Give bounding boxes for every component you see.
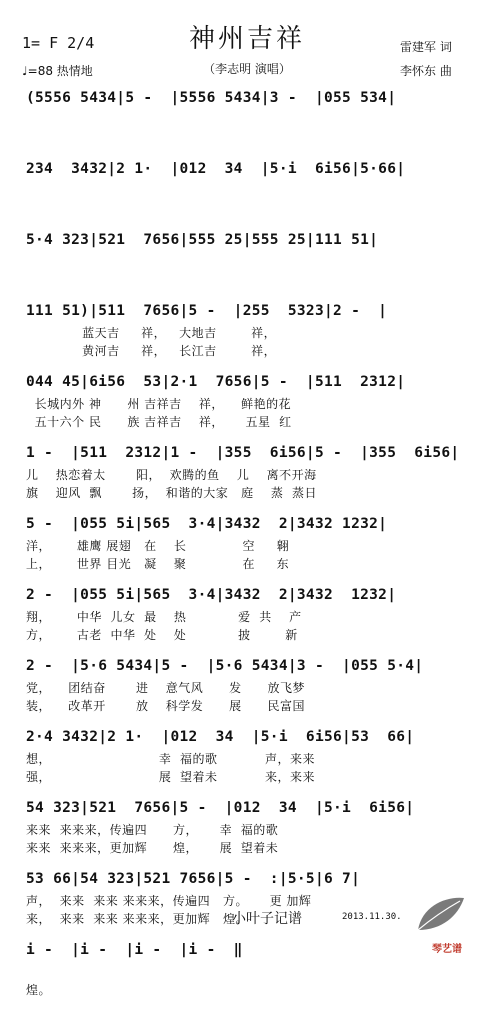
lyric-line: 想， 幸 福的歌 声，来来: [26, 752, 315, 766]
lyric-line: [26, 253, 472, 271]
lyric-line: 旗 迎风 飘 扬， 和谐的大家 庭 蒸 蒸日: [26, 486, 318, 500]
lyric-line: 上， 世界 目光 凝 聚 在 东: [26, 557, 290, 571]
lyric-line: 声， 来来 来来 来来来，传遍四 方。 更 加辉: [26, 894, 312, 908]
notation-line: 5·4 323|521 7656|555 25|555 25|111 51|: [26, 232, 379, 248]
score-system: [26, 725, 472, 786]
composer-credit: 李怀东 曲: [400, 64, 452, 78]
notation-line: 111 51)|511 7656|5 - |255 5323|2 - |: [26, 303, 388, 319]
lyricist-credit: 雷建军 词: [400, 40, 452, 54]
transcription-date: 2013.11.30.: [342, 912, 402, 922]
notation-line: 5 - |055 5i|565 3·4|3432 2|3432 1232|: [26, 516, 388, 532]
tempo-marking: ♩=88 热情地: [22, 64, 93, 78]
lyric-line: 来来 来来来，传遍四 方， 幸 福的歌: [26, 823, 279, 837]
lyric-line: 五十六个 民 族 吉祥吉 祥， 五星 红: [26, 415, 292, 429]
lyric-line: 来来 来来来，更加辉 煌， 展 望着未: [26, 841, 279, 855]
lyric-line: 方， 古老 中华 处 处 披 新: [26, 628, 298, 642]
lyric-line: 蓝天吉 祥， 大地吉 祥，: [26, 326, 277, 340]
notation-line: 54 323|521 7656|5 - |012 34 |5·i 6i56|: [26, 800, 415, 816]
lyric-line: 儿 热恋着太 阳， 欢腾的鱼 儿 离不开海: [26, 468, 317, 482]
jianpu-score: [26, 86, 472, 1009]
lyric-line: 长城内外 神 州 吉祥吉 祥， 鲜艳的花: [26, 397, 292, 411]
notation-line: i - |i - |i - |i - ‖: [26, 942, 243, 958]
notation-line: 2·4 3432|2 1· |012 34 |5·i 6i56|53 66|: [26, 729, 415, 745]
site-logo: 琴艺谱: [432, 944, 462, 955]
score-system: [26, 299, 472, 360]
lyric-line: [26, 182, 472, 200]
lyric-line: [26, 129, 472, 147]
key-signature: 1= F 2/4: [22, 34, 95, 52]
score-system: [26, 86, 472, 147]
performer-credit: （李志明 演唱）: [203, 62, 291, 76]
lyric-line: 来， 来来 来来 来来来，更加辉 煌。: [26, 912, 249, 926]
score-system: [26, 370, 472, 431]
notation-line: 044 45|6i56 53|2·1 7656|5 - |511 2312|: [26, 374, 406, 390]
lyric-line: [26, 200, 472, 218]
score-system: [26, 157, 472, 218]
lyric-line: 装， 改革开 放 科学发 展 民富国: [26, 699, 305, 713]
lyric-line: 翔， 中华 儿女 最 热 爱 共 产: [26, 610, 302, 624]
notation-line: 2 - |055 5i|565 3·4|3432 2|3432 1232|: [26, 587, 397, 603]
notation-line: (5556 5434|5 - |5556 5434|3 - |055 534|: [26, 90, 397, 106]
score-system: [26, 583, 472, 644]
transcriber-signature: 小叶子记谱: [232, 911, 302, 927]
leaf-icon: [412, 892, 468, 936]
song-title: 神州吉祥: [188, 24, 305, 54]
notation-line: 53 66|54 323|521 7656|5 - :|5·5|6 7|: [26, 871, 361, 887]
notation-line: 2 - |5·6 5434|5 - |5·6 5434|3 - |055 5·4|: [26, 658, 424, 674]
lyric-line: [26, 963, 472, 981]
notation-line: 1 - |511 2312|1 - |355 6i56|5 - |355 6i56|: [26, 445, 460, 461]
notation-line: 234 3432|2 1· |012 34 |5·i 6i56|5·66|: [26, 161, 406, 177]
score-system: [26, 441, 472, 502]
lyric-line: 强， 展 望着未 来，来来: [26, 770, 315, 784]
score-system: [26, 228, 472, 289]
lyric-line: [26, 111, 472, 129]
score-header: [0, 0, 494, 80]
score-footer: [0, 880, 494, 960]
lyric-line: 黄河吉 祥， 长江吉 祥，: [26, 344, 277, 358]
lyric-line: 党， 团结奋 进 意气风 发 放飞梦: [26, 681, 305, 695]
score-system: [26, 512, 472, 573]
lyric-line: [26, 271, 472, 289]
lyric-line: 洋， 雄鹰 展翅 在 长 空 翱: [26, 539, 290, 553]
lyric-line: 煌。: [26, 983, 52, 997]
score-system: [26, 654, 472, 715]
score-system: [26, 796, 472, 857]
